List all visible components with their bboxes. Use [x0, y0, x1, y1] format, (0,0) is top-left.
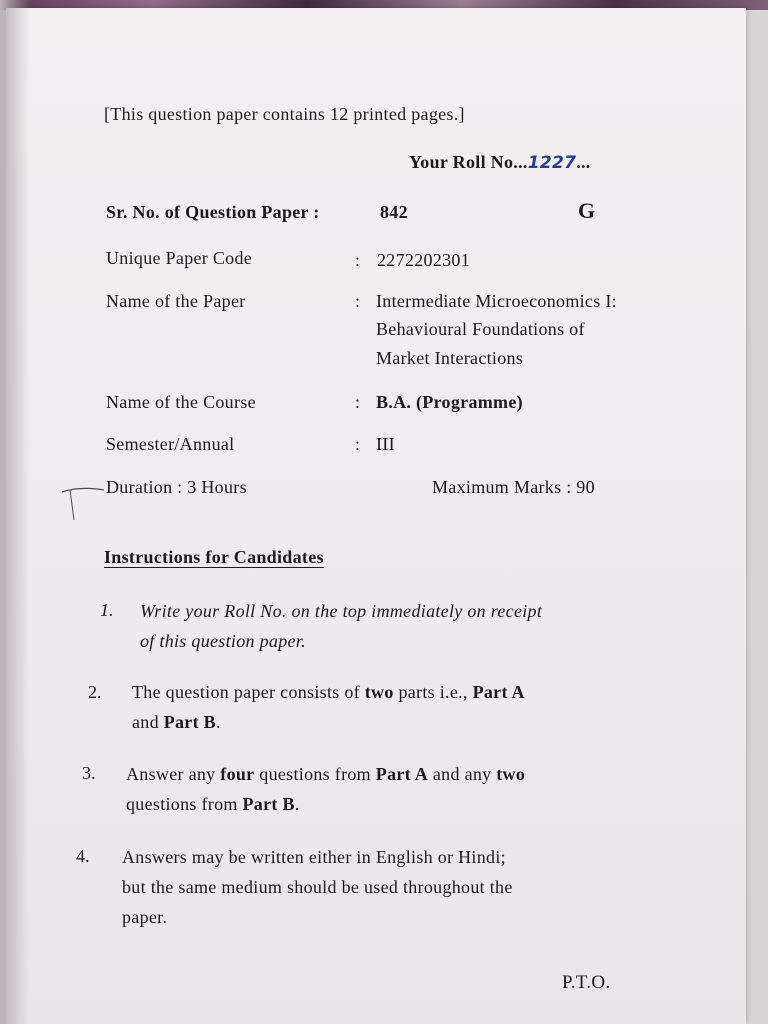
pto: P.T.O.	[562, 972, 611, 993]
colon: :	[355, 392, 361, 412]
instruction-1: Write your Roll No. on the top immediately on receipt of this question paper.	[140, 601, 543, 651]
roll-number-handwritten: 1227	[527, 153, 577, 173]
unique-code-label: Unique Paper Code	[106, 248, 253, 268]
instruction-3: Answer any four questions from Part A and any two questions from Part B.	[126, 764, 526, 814]
semester-label: Semester/Annual	[106, 434, 235, 454]
instruction-4: Answers may be written either in English or Hindi; but the same medium should be used throughout the paper.	[122, 847, 513, 927]
course-value: B.A. (Programme)	[376, 392, 523, 412]
pages-note: [This question paper contains 12 printed pages.]	[104, 104, 465, 124]
duration: Duration : 3 Hours	[106, 477, 247, 497]
instruction-2: The question paper consists of two parts i.e., Part A and Part B.	[132, 682, 525, 732]
instructions-heading: Instructions for Candidates	[104, 547, 324, 567]
instruction-number: 1.	[100, 600, 114, 620]
instruction-number: 3.	[82, 763, 96, 783]
maximum-marks: Maximum Marks : 90	[432, 477, 595, 497]
set-letter: G	[578, 198, 596, 223]
paper-left-shadow	[0, 0, 30, 1024]
unique-code-value: 2272202301	[377, 250, 470, 270]
paper-name-line3: Market Interactions	[376, 348, 524, 368]
semester-value: III	[376, 434, 395, 454]
roll-number-label: Your Roll No...1227...	[409, 152, 591, 173]
sr-no-label: Sr. No. of Question Paper :	[106, 202, 320, 222]
course-label: Name of the Course	[106, 392, 256, 412]
sr-no-value: 842	[380, 202, 408, 222]
colon: :	[355, 291, 361, 311]
colon: :	[355, 250, 361, 270]
instruction-number: 4.	[76, 846, 90, 866]
colon: :	[355, 434, 361, 454]
paper-name-label: Name of the Paper	[106, 291, 246, 311]
paper-name-line1: Intermediate Microeconomics I:	[376, 291, 617, 311]
instruction-number: 2.	[88, 682, 102, 702]
pen-mark	[60, 484, 106, 524]
paper-name-line2: Behavioural Foundations of	[376, 319, 585, 339]
